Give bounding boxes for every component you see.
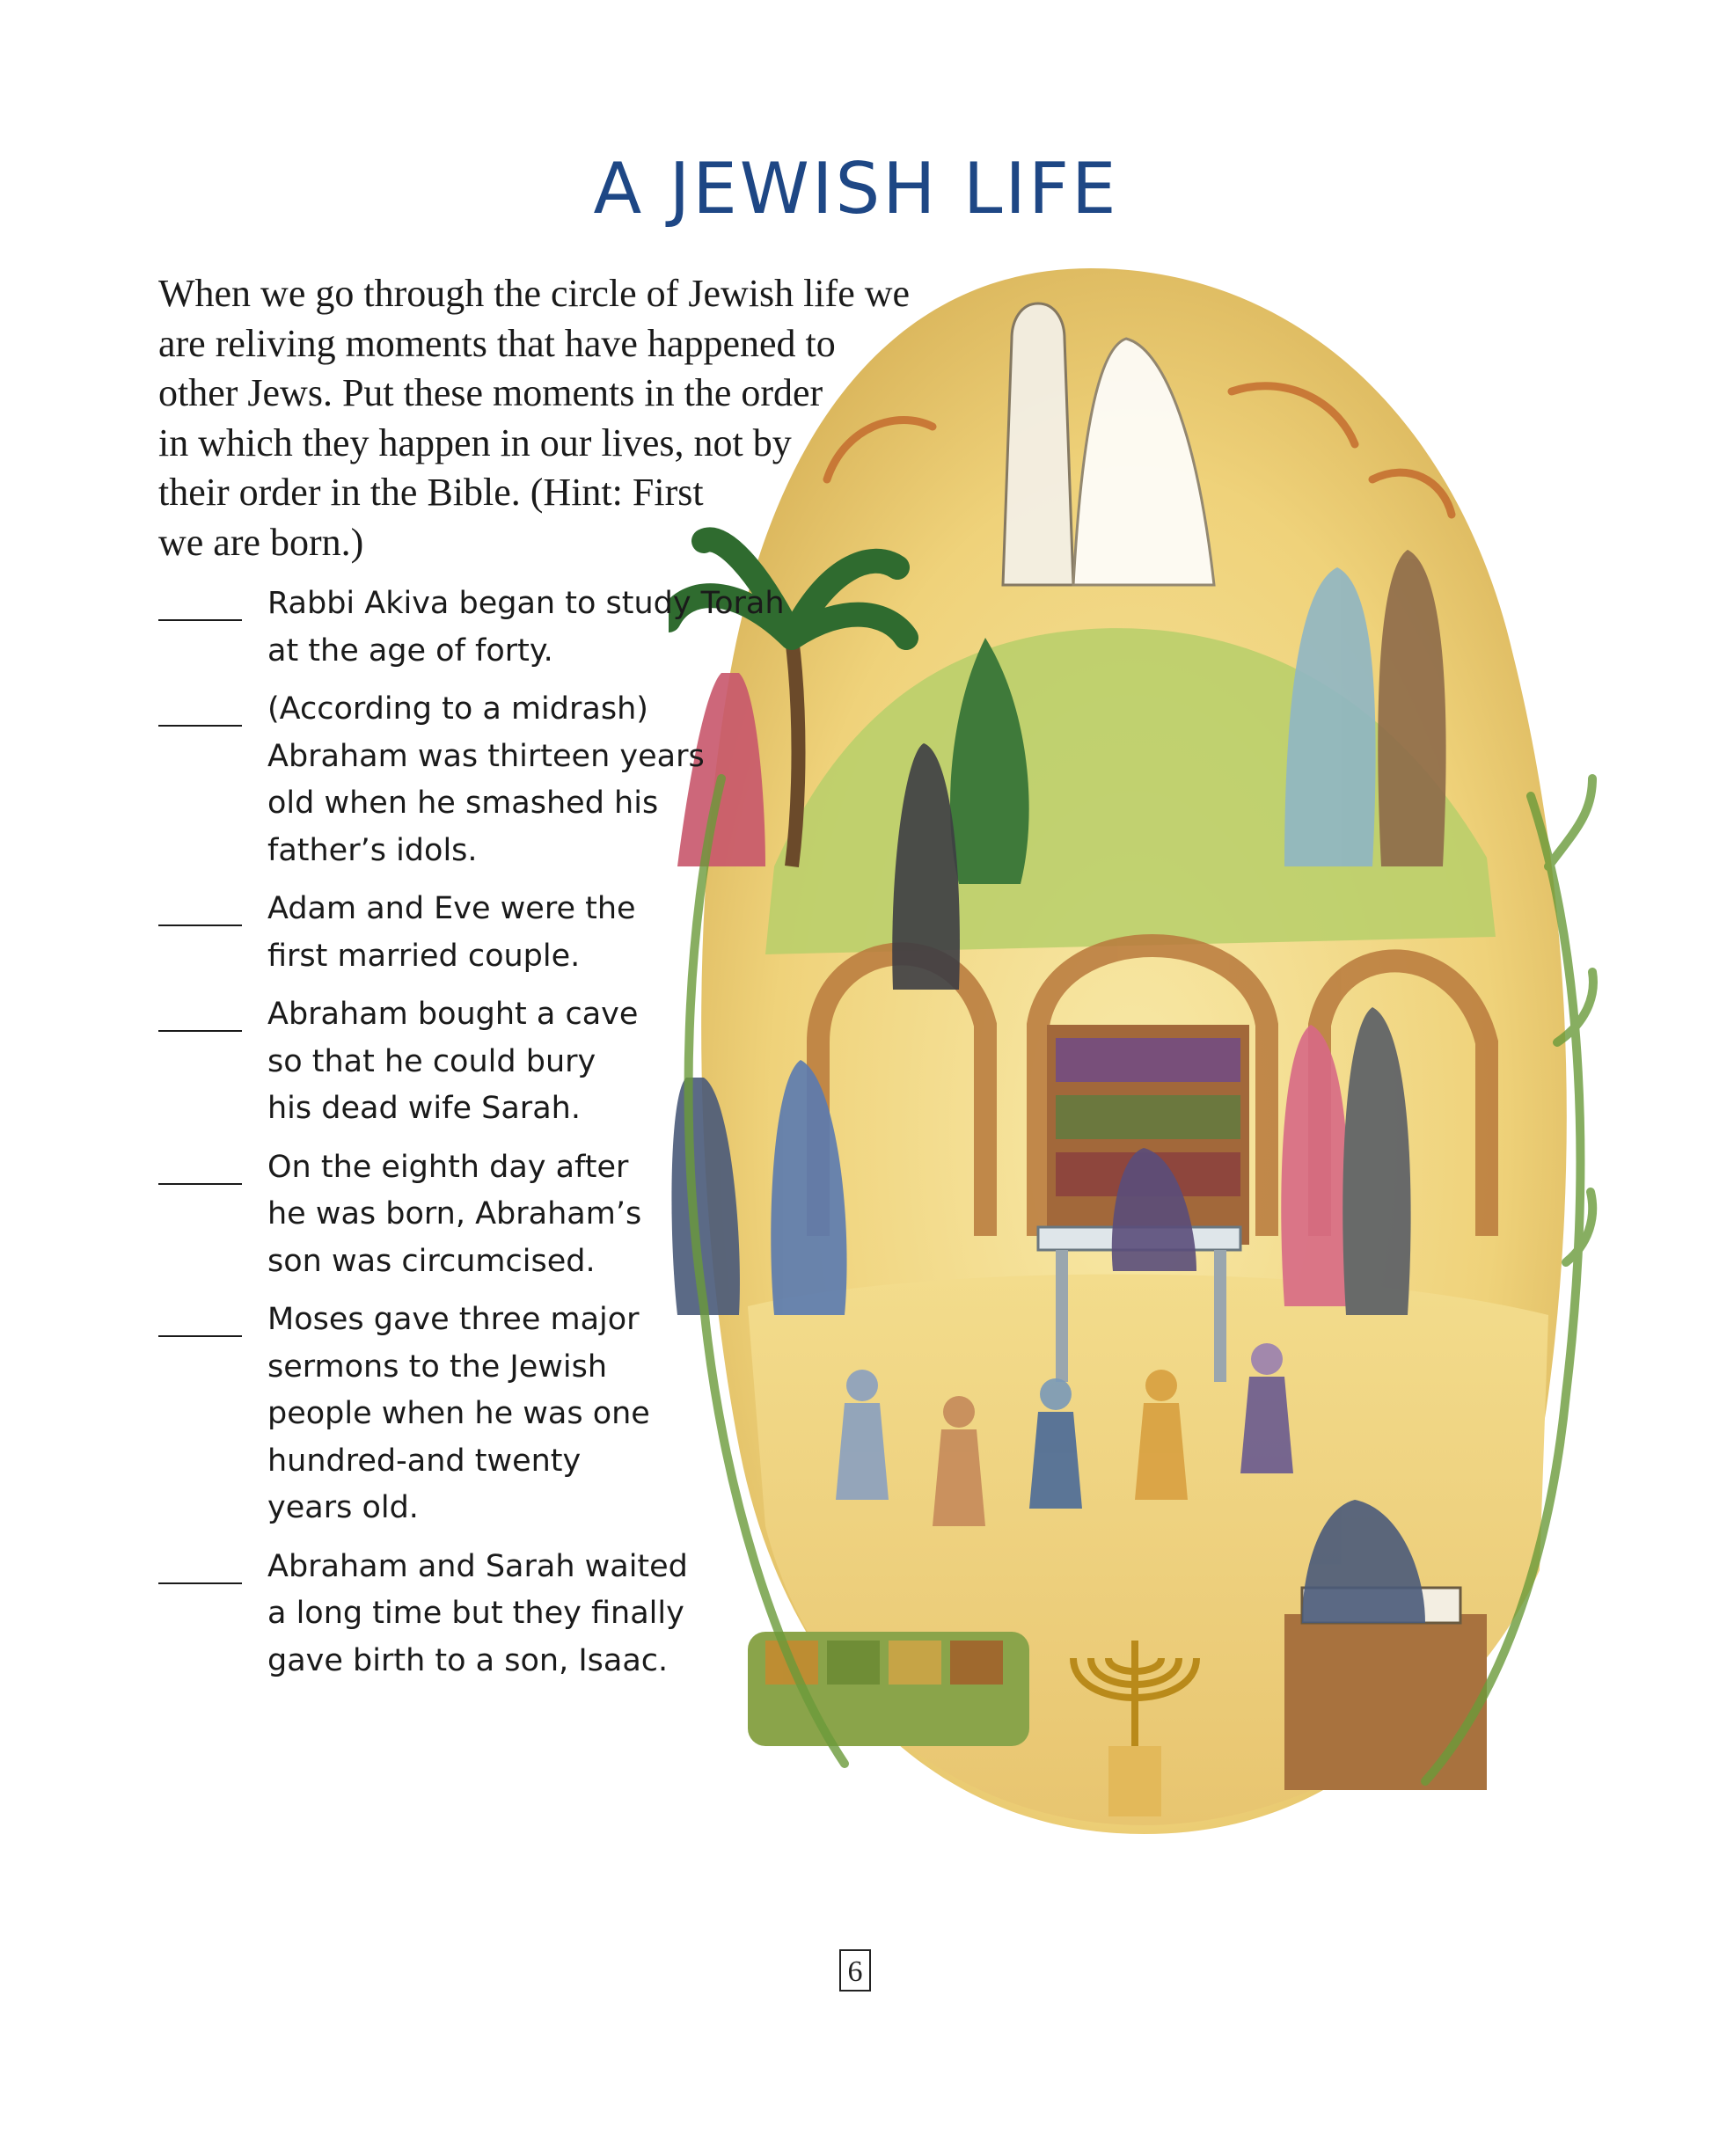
item-line: Rabbi Akiva began to study Torah [267,586,785,621]
intro-line: we are born.) [158,520,364,564]
ordering-exercise [158,581,827,1685]
exercise-item [158,686,827,874]
answer-blank[interactable] [158,1030,242,1032]
page-title: A JEWISH LIFE [593,148,1119,230]
exercise-item [158,991,827,1133]
item-line: he was born, Abraham’s [267,1196,642,1231]
answer-blank[interactable] [158,925,242,926]
item-line: Abraham was thirteen years [267,738,705,774]
item-line: his dead wife Sarah. [267,1091,581,1126]
intro-line: are reliving moments that have happened to [158,321,836,365]
exercise-item [158,886,827,980]
item-line: old when he smashed his [267,786,659,821]
item-line: at the age of forty. [267,632,553,669]
answer-blank[interactable] [158,1183,242,1185]
item-line: father’s idols. [267,832,478,868]
item-line: people when he was one [267,1396,650,1431]
item-line: so that he could bury [267,1043,596,1079]
page-number: 6 [839,1949,871,1992]
exercise-item [158,1297,827,1532]
item-line: Adam and Eve were the [267,891,636,926]
answer-blank[interactable] [158,1335,242,1337]
item-line: (According to a midrash) [267,691,648,727]
item-line: sermons to the Jewish [267,1348,608,1385]
intro-line: in which they happen in our lives, not by [158,420,792,464]
item-line: years old. [267,1490,419,1525]
exercise-item [158,581,827,675]
item-line: gave birth to a son, Isaac. [267,1642,669,1678]
item-line: Moses gave three major [267,1302,640,1337]
item-line: On the eighth day after [267,1149,629,1185]
answer-blank[interactable] [158,1582,242,1584]
answer-blank[interactable] [158,619,242,621]
item-line: a long time but they finally [267,1596,684,1631]
answer-blank[interactable] [158,725,242,727]
item-line: Abraham bought a cave [267,997,639,1032]
exercise-item [158,1544,827,1685]
item-line: hundred-and twenty [267,1443,582,1479]
intro-line: When we go through the circle of Jewish life we [158,272,911,315]
item-line: first married couple. [267,938,581,974]
intro-line: their order in the Bible. (Hint: First [158,471,704,514]
item-line: son was circumcised. [267,1243,596,1279]
intro-line: other Jews. Put these moments in the order [158,371,823,414]
exercise-item [158,1144,827,1286]
item-line: Abraham and Sarah waited [267,1548,688,1584]
writing-desk [1284,1614,1487,1790]
